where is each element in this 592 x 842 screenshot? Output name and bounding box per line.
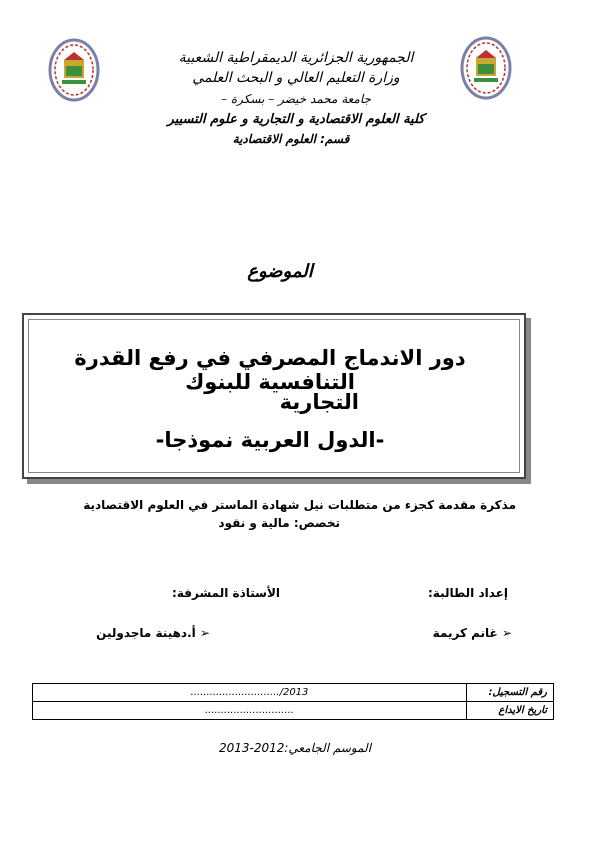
- title-line-1: دور الاندماج المصرفي في رفع القدرة التنافسية للبنوك: [74, 346, 466, 394]
- bullet-arrow-icon: ➢: [501, 626, 512, 640]
- registration-number-value: 2013/............................: [33, 684, 467, 702]
- title-line-3: -الدول العربية نموذجا-: [155, 428, 385, 452]
- title-box-inner: [28, 319, 520, 473]
- university-logo-right: [460, 36, 512, 100]
- bullet-arrow-icon: ➢: [199, 626, 210, 640]
- title-box: [22, 313, 526, 479]
- thesis-description: مذكرة مقدمة كجزء من متطلبات نيل شهادة الماستر في العلوم الاقتصادية: [83, 498, 516, 512]
- ministry-line: وزارة التعليم العالي و البحث العلمي: [192, 70, 400, 86]
- supervisor-name-row: [80, 626, 210, 640]
- registration-table: [32, 683, 554, 720]
- specialty: تخصص: مالية و نقود: [218, 516, 340, 530]
- republic-line: الجمهورية الجزائرية الديمقراطية الشعبية: [178, 50, 414, 66]
- topic-label: الموضوع: [247, 261, 313, 282]
- department-line: قسم: العلوم الاقتصادية: [232, 132, 350, 146]
- academic-year: الموسم الجامعي:2012-2013: [218, 741, 372, 755]
- registration-number-label: رقم التسجيل:: [467, 684, 554, 702]
- prepared-by-label: إعداد الطالبة:: [428, 586, 508, 600]
- supervisor-name: أ.دهينة ماجدولين: [96, 626, 196, 640]
- student-name-row: [380, 626, 512, 640]
- faculty-line: كلية العلوم الاقتصادية و التجارية و علوم التسيير: [167, 112, 425, 127]
- student-name: غانم كريمة: [432, 626, 498, 640]
- supervisor-label: الأستاذة المشرفة:: [172, 586, 280, 600]
- title-line-2: التجارية: [279, 390, 359, 414]
- deposit-date-label: تاريخ الايداع: [467, 702, 554, 720]
- deposit-date-value: ............................: [33, 702, 467, 720]
- university-line: جامعة محمد خيضر – بسكرة –: [221, 92, 371, 106]
- table-row: [33, 684, 554, 702]
- table-row: [33, 702, 554, 720]
